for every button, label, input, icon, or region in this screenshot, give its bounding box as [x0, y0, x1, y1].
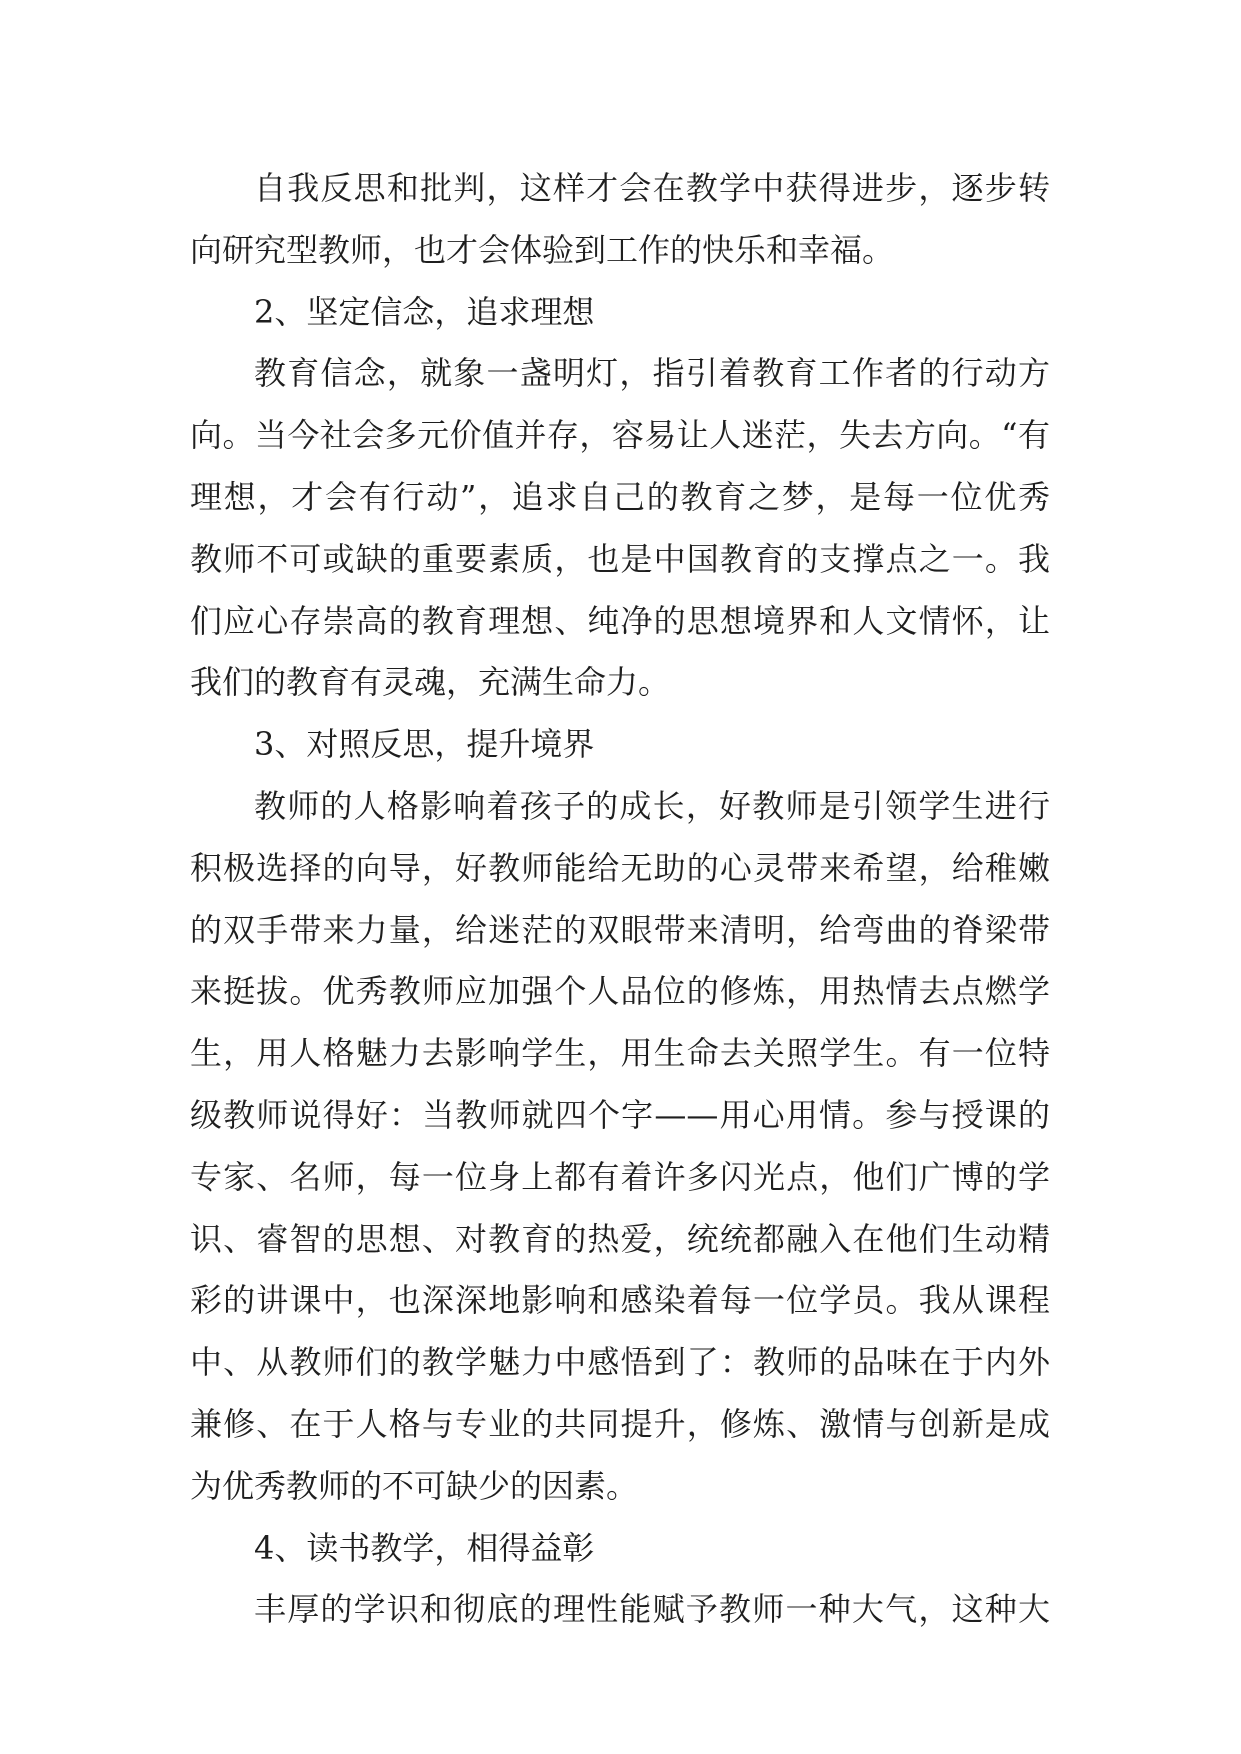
text-line: 2、坚定信念，追求理想 — [254, 292, 595, 331]
text-line: 丰厚的学识和彻底的理性能赋予教师一种大气，这种大 — [254, 1590, 1050, 1629]
text-line: 的双手带来力量，给迷茫的双眼带来清明，给弯曲的脊梁带 — [190, 910, 1050, 949]
text-line: 教育信念，就象一盏明灯，指引着教育工作者的行动方 — [254, 354, 1050, 393]
text-line: 们应心存崇高的教育理想、纯净的思想境界和人文情怀，让 — [190, 601, 1050, 640]
text-line: 向。当今社会多元价值并存，容易让人迷茫，失去方向。“有 — [190, 416, 1050, 455]
text-line: 识、睿智的思想、对教育的热爱，统统都融入在他们生动精 — [190, 1219, 1050, 1258]
text-line: 自我反思和批判，这样才会在教学中获得进步，逐步转 — [254, 169, 1050, 207]
text-line: 来挺拔。优秀教师应加强个人品位的修炼，用热情去点燃学 — [190, 972, 1050, 1011]
text-line: 为优秀教师的不可缺少的因素。 — [190, 1466, 639, 1505]
text-line: 向研究型教师，也才会体验到工作的快乐和幸福。 — [190, 230, 895, 269]
text-line: 中、从教师们的教学魅力中感悟到了：教师的品味在于内外 — [190, 1343, 1050, 1382]
text-line: 理想，才会有行动”，追求自己的教育之梦，是每一位优秀 — [190, 477, 1050, 516]
text-line: 教师的人格影响着孩子的成长，好教师是引领学生进行 — [254, 786, 1050, 825]
document-body — [190, 158, 1050, 1641]
text-line: 级教师说得好：当教师就四个字——用心用情。参与授课的 — [190, 1095, 1050, 1134]
text-line: 兼修、在于人格与专业的共同提升，修炼、激情与创新是成 — [190, 1404, 1050, 1443]
text-line: 专家、名师，每一位身上都有着许多闪光点，他们广博的学 — [190, 1157, 1050, 1196]
text-line: 积极选择的向导，好教师能给无助的心灵带来希望，给稚嫩 — [190, 848, 1050, 887]
text-line: 教师不可或缺的重要素质，也是中国教育的支撑点之一。我 — [190, 539, 1050, 578]
text-line: 我们的教育有灵魂，充满生命力。 — [190, 663, 671, 702]
text-line: 4、读书教学，相得益彰 — [254, 1528, 595, 1567]
text-line: 生，用人格魅力去影响学生，用生命去关照学生。有一位特 — [190, 1034, 1050, 1073]
text-line: 彩的讲课中，也深深地影响和感染着每一位学员。我从课程 — [190, 1281, 1050, 1320]
text-line: 3、对照反思，提升境界 — [254, 725, 595, 764]
